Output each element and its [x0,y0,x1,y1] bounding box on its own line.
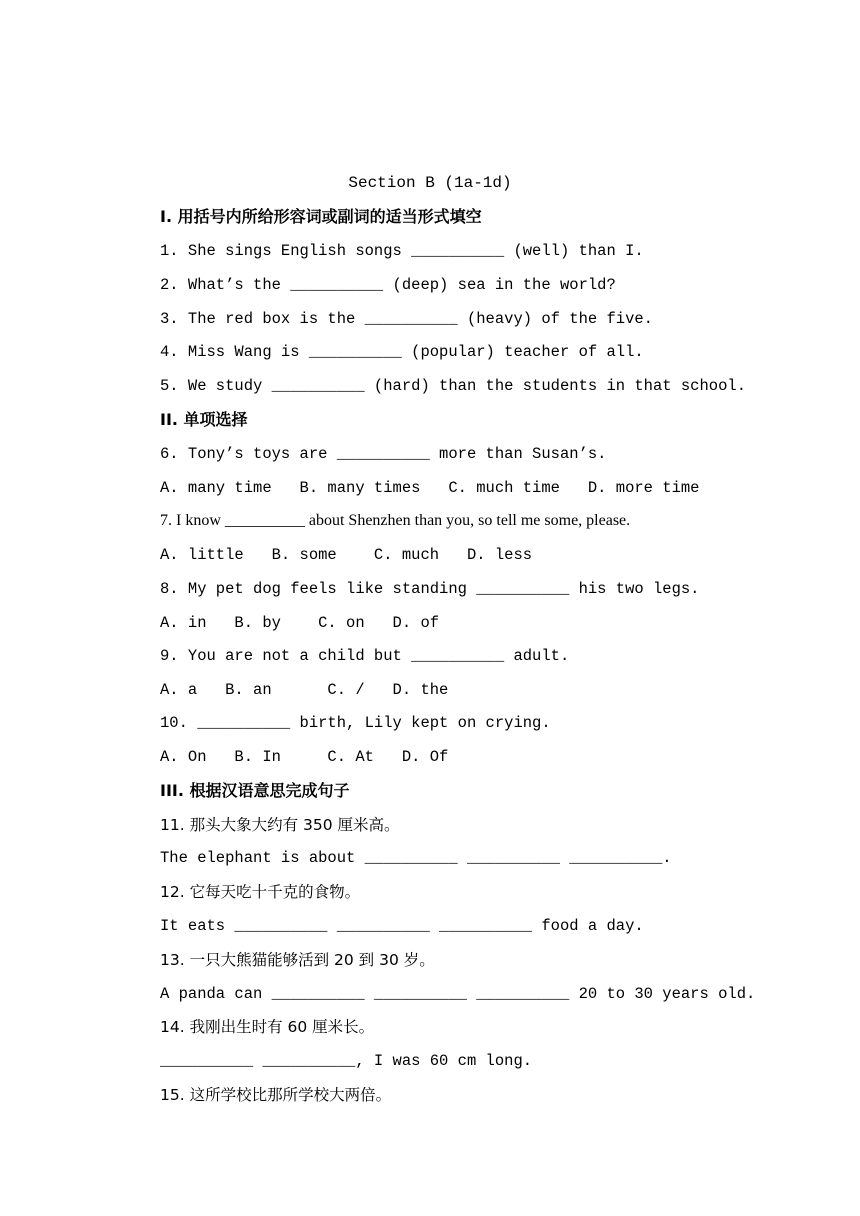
question-11-english: The elephant is about __________ __________ __________. [160,849,672,867]
question-13-chinese: 13. 一只大熊猫能够活到 20 到 30 岁。 [160,951,435,969]
question-10: 10. __________ birth, Lily kept on crying. [160,714,551,732]
question-11-chinese: 11. 那头大象大约有 350 厘米高。 [160,816,400,834]
question-8: 8. My pet dog feels like standing __________ his two legs. [160,580,700,598]
section-3-heading: III. 根据汉语意思完成句子 [160,781,350,800]
question-13-english: A panda can __________ __________ __________ 20 to 30 years old. [160,985,756,1003]
section-2-heading: II. 单项选择 [160,410,248,429]
question-7-options: A. little B. some C. much D. less [160,546,533,564]
question-6: 6. Tony’s toys are __________ more than Susan’s. [160,445,607,463]
question-7: 7. I know __________ about Shenzhen than you, so tell me some, please. [160,512,631,529]
question-12-english: It eats __________ __________ __________ food a day. [160,917,644,935]
question-14-english: __________ __________, I was 60 cm long. [160,1052,533,1070]
question-9-options: A. a B. an C. / D. the [160,681,449,699]
question-4: 4. Miss Wang is __________ (popular) teacher of all. [160,343,644,361]
question-2: 2. What’s the __________ (deep) sea in the world? [160,276,616,294]
question-5: 5. We study __________ (hard) than the students in that school. [160,377,746,395]
question-12-chinese: 12. 它每天吃十千克的食物。 [160,883,361,901]
question-10-options: A. On B. In C. At D. Of [160,748,449,766]
question-8-options: A. in B. by C. on D. of [160,614,440,632]
section-1-heading: I. 用括号内所给形容词或副词的适当形式填空 [160,207,482,226]
question-14-chinese: 14. 我刚出生时有 60 厘米长。 [160,1018,375,1036]
question-6-options: A. many time B. many times C. much time D. more time [160,479,700,497]
question-1: 1. She sings English songs __________ (well) than I. [160,242,644,260]
question-15-chinese: 15. 这所学校比那所学校大两倍。 [160,1086,392,1104]
question-9: 9. You are not a child but __________ adult. [160,647,570,665]
page-title: Section B (1a-1d) [348,174,512,192]
question-3: 3. The red box is the __________ (heavy) of the five. [160,310,653,328]
